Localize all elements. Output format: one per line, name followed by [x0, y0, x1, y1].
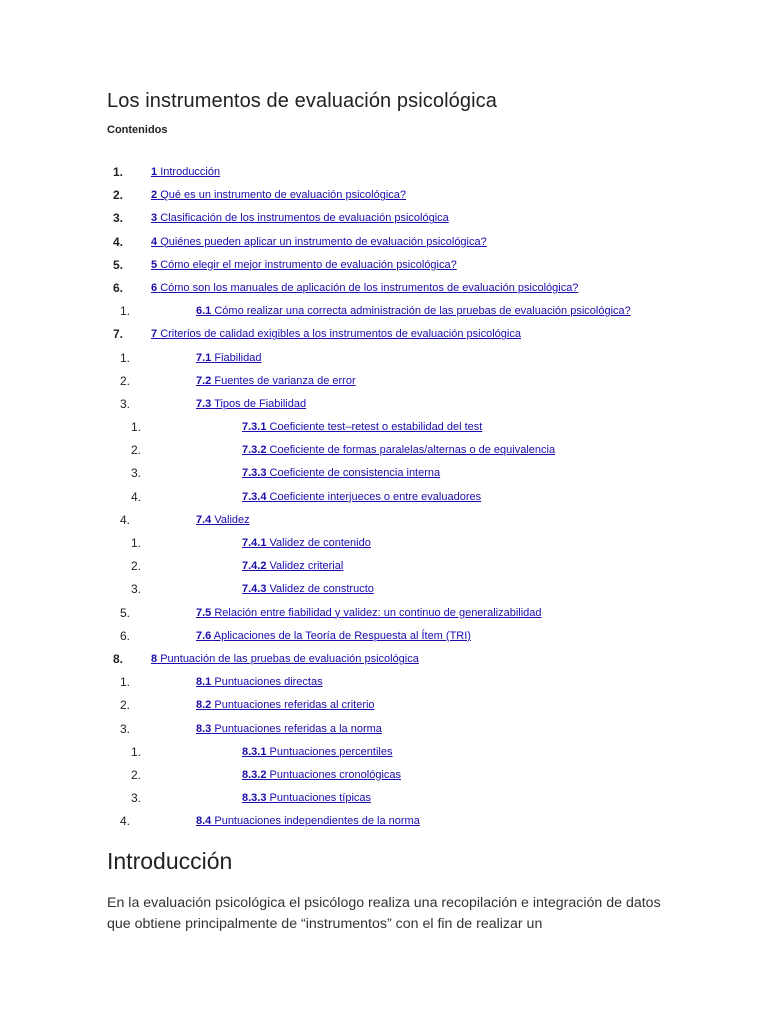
- section-heading: Introducción: [107, 848, 233, 874]
- toc-item-link[interactable]: [196, 718, 382, 741]
- toc-item-number: 8.3.3: [242, 792, 267, 805]
- toc-item-marker: 2.: [130, 443, 141, 458]
- toc-item-link[interactable]: [151, 184, 406, 207]
- toc-item-marker: 1.: [119, 675, 130, 690]
- toc-item-link[interactable]: [196, 509, 250, 532]
- toc-item-marker: 3.: [130, 466, 141, 481]
- toc-item: [0, 764, 768, 787]
- toc-item-number: 6.1: [196, 305, 212, 318]
- toc-item-label: Criterios de calidad exigibles a los instrumentos de evaluación psicológica: [160, 328, 521, 341]
- toc-item-label: Coeficiente test–retest o estabilidad del test: [269, 421, 483, 434]
- toc-item: [0, 347, 768, 370]
- toc-item-link[interactable]: [151, 161, 220, 184]
- toc-item-label: Clasificación de los instrumentos de evaluación psicológica: [160, 212, 449, 225]
- toc-item: [0, 625, 768, 648]
- toc-item-marker: 5.: [112, 257, 123, 272]
- toc-item-label: Qué es un instrumento de evaluación psicológica?: [160, 189, 407, 202]
- toc-item-marker: 5.: [119, 605, 130, 620]
- toc-item-label: Puntuaciones percentiles: [269, 745, 393, 758]
- toc-item-label: Aplicaciones de la Teoría de Respuesta al Ítem (TRI): [213, 629, 471, 642]
- toc-item-marker: 1.: [119, 304, 130, 319]
- toc-item: [0, 254, 768, 277]
- toc-item-link[interactable]: [196, 671, 323, 694]
- toc-item-label: Puntuaciones referidas al criterio: [214, 699, 375, 712]
- toc-item-label: Cómo realizar una correcta administración de las pruebas de evaluación psicológica?: [214, 305, 631, 318]
- toc-item-link[interactable]: [242, 741, 392, 764]
- toc-item-marker: 2.: [119, 373, 130, 388]
- toc-item-number: 7.3.3: [242, 467, 267, 480]
- toc-item-label: Fiabilidad: [214, 351, 262, 364]
- toc-item: [0, 393, 768, 416]
- toc-item-marker: 4.: [119, 512, 130, 527]
- toc-item: [0, 578, 768, 601]
- toc-item-number: 5: [151, 258, 158, 271]
- toc-item-number: 7.6: [196, 629, 212, 642]
- toc-item-link[interactable]: [196, 370, 356, 393]
- toc-item-label: Puntuaciones directas: [214, 676, 323, 689]
- toc-item-marker: 2.: [130, 559, 141, 574]
- section-paragraph: En la evaluación psicológica el psicólogo realiza una recopilación e integración de datos que obtiene principalmente de “instrumentos” con el fin de realizar un: [107, 895, 661, 932]
- page-title: Los instrumentos de evaluación psicológica: [107, 90, 497, 112]
- toc-item-link[interactable]: [242, 578, 374, 601]
- toc-item-link[interactable]: [196, 694, 375, 717]
- toc-item: [0, 810, 768, 833]
- toc-item-label: Quiénes pueden aplicar un instrumento de evaluación psicológica?: [160, 235, 487, 248]
- toc-item: [0, 787, 768, 810]
- toc-item-marker: 1.: [130, 420, 141, 435]
- toc-item-label: Validez de contenido: [269, 537, 371, 549]
- toc-item-number: 7.3: [196, 397, 212, 410]
- table-of-contents: [0, 161, 768, 833]
- toc-item: [0, 231, 768, 254]
- toc-item-number: 8.3.2: [242, 768, 267, 781]
- toc-item-label: Validez: [214, 513, 250, 526]
- toc-item-label: Cómo elegir el mejor instrumento de evaluación psicológica?: [160, 258, 457, 271]
- toc-item-number: 8.2: [196, 699, 212, 712]
- toc-item-number: 7: [151, 328, 158, 341]
- toc-item: [0, 416, 768, 439]
- toc-item-label: Coeficiente interjueces o entre evaluadores: [269, 490, 482, 503]
- toc-item-label: Coeficiente de formas paralelas/alternas o de equivalencia: [269, 444, 556, 457]
- toc-item: [0, 184, 768, 207]
- toc-item-link[interactable]: [151, 231, 487, 254]
- toc-item-link[interactable]: [196, 300, 631, 323]
- toc-item-label: Introducción: [160, 166, 221, 178]
- toc-item-label: Puntuaciones referidas a la norma: [214, 722, 382, 735]
- toc-item-link[interactable]: [151, 254, 457, 277]
- toc-item-number: 3: [151, 212, 158, 225]
- toc-item-number: 7.4: [196, 513, 212, 526]
- toc-item: [0, 694, 768, 717]
- toc-item-number: 7.4.3: [242, 583, 267, 596]
- toc-item-marker: 1.: [119, 350, 130, 365]
- toc-item: [0, 370, 768, 393]
- toc-item-label: Cómo son los manuales de aplicación de los instrumentos de evaluación psicológica?: [160, 281, 579, 294]
- toc-item-label: Tipos de Fiabilidad: [214, 397, 307, 410]
- toc-item-marker: 1.: [130, 744, 141, 759]
- toc-item: [0, 509, 768, 532]
- toc-item-link[interactable]: [151, 207, 449, 230]
- toc-item-marker: 4.: [130, 489, 141, 504]
- toc-item: [0, 718, 768, 741]
- toc-item: [0, 486, 768, 509]
- toc-item-number: 8.3: [196, 722, 212, 735]
- toc-item-link[interactable]: [242, 486, 481, 509]
- toc-item-number: 7.4.2: [242, 560, 267, 573]
- toc-item-link[interactable]: [242, 439, 555, 462]
- toc-item-number: 7.1: [196, 351, 212, 364]
- toc-item-marker: 3.: [130, 791, 141, 806]
- toc-item: [0, 741, 768, 764]
- toc-item-label: Validez criterial: [269, 560, 344, 573]
- toc-item-link[interactable]: [242, 764, 401, 787]
- toc-item: [0, 439, 768, 462]
- toc-item-marker: 3.: [112, 211, 123, 226]
- toc-item-marker: 6.: [119, 628, 130, 643]
- toc-item-link[interactable]: [242, 416, 482, 439]
- toc-item-marker: 2.: [112, 188, 123, 203]
- toc-item: [0, 207, 768, 230]
- toc-item-label: Puntuación de las pruebas de evaluación psicológica: [160, 652, 419, 665]
- toc-item: [0, 648, 768, 671]
- toc-item-link[interactable]: [151, 277, 578, 300]
- toc-item-marker: 8.: [112, 651, 123, 666]
- toc-item-label: Puntuaciones independientes de la norma: [214, 815, 420, 828]
- toc-item-label: Coeficiente de consistencia interna: [269, 467, 441, 480]
- toc-item: [0, 277, 768, 300]
- toc-item-link[interactable]: [242, 532, 371, 555]
- toc-item-link[interactable]: [242, 462, 440, 485]
- toc-item-marker: 3.: [130, 582, 141, 597]
- toc-item-marker: 2.: [130, 767, 141, 782]
- toc-item-number: 7.2: [196, 374, 212, 387]
- toc-item-number: 7.3.2: [242, 444, 267, 457]
- toc-item-marker: 4.: [112, 234, 123, 249]
- toc-item-marker: 1.: [130, 536, 141, 550]
- toc-item-marker: 7.: [112, 327, 123, 342]
- toc-item: [0, 300, 768, 323]
- contents-label: Contenidos: [107, 124, 168, 136]
- toc-item-number: 7.5: [196, 606, 212, 619]
- toc-item-label: Fuentes de varianza de error: [214, 374, 356, 387]
- toc-item-marker: 4.: [119, 814, 130, 829]
- toc-item-number: 1: [151, 166, 158, 178]
- toc-item-label: Puntuaciones típicas: [269, 792, 372, 805]
- toc-item: [0, 532, 768, 555]
- toc-item-number: 8.1: [196, 676, 212, 689]
- toc-item-link[interactable]: [196, 810, 420, 833]
- toc-item-link[interactable]: [196, 393, 306, 416]
- toc-item-number: 8.3.1: [242, 745, 267, 758]
- toc-item: [0, 161, 768, 184]
- toc-item: [0, 555, 768, 578]
- toc-item-number: 7.3.4: [242, 490, 267, 503]
- toc-item-number: 2: [151, 189, 158, 202]
- toc-item-number: 4: [151, 235, 158, 248]
- toc-item-number: 6: [151, 281, 158, 294]
- toc-item-marker: 1.: [112, 165, 123, 179]
- toc-item-link[interactable]: [242, 787, 371, 810]
- toc-item-link[interactable]: [242, 555, 343, 578]
- toc-item-number: 8: [151, 652, 158, 665]
- toc-item-link[interactable]: [196, 625, 471, 648]
- toc-item-link[interactable]: [196, 602, 542, 625]
- toc-item-label: Validez de constructo: [269, 583, 374, 596]
- toc-item-label: Relación entre fiabilidad y validez: un continuo de generalizabilidad: [214, 606, 542, 619]
- toc-item-number: 8.4: [196, 815, 212, 828]
- toc-item-number: 7.3.1: [242, 421, 267, 434]
- toc-item: [0, 671, 768, 694]
- toc-item-marker: 3.: [119, 721, 130, 736]
- toc-item-marker: 6.: [112, 280, 123, 295]
- toc-item: [0, 323, 768, 346]
- toc-item-marker: 3.: [119, 396, 130, 411]
- toc-item: [0, 462, 768, 485]
- toc-item-link[interactable]: [196, 347, 261, 370]
- toc-item-link[interactable]: [151, 648, 419, 671]
- toc-item-marker: 2.: [119, 698, 130, 713]
- toc-item-link[interactable]: [151, 323, 521, 346]
- toc-item-number: 7.4.1: [242, 537, 267, 549]
- toc-item: [0, 602, 768, 625]
- toc-item-label: Puntuaciones cronológicas: [269, 768, 402, 781]
